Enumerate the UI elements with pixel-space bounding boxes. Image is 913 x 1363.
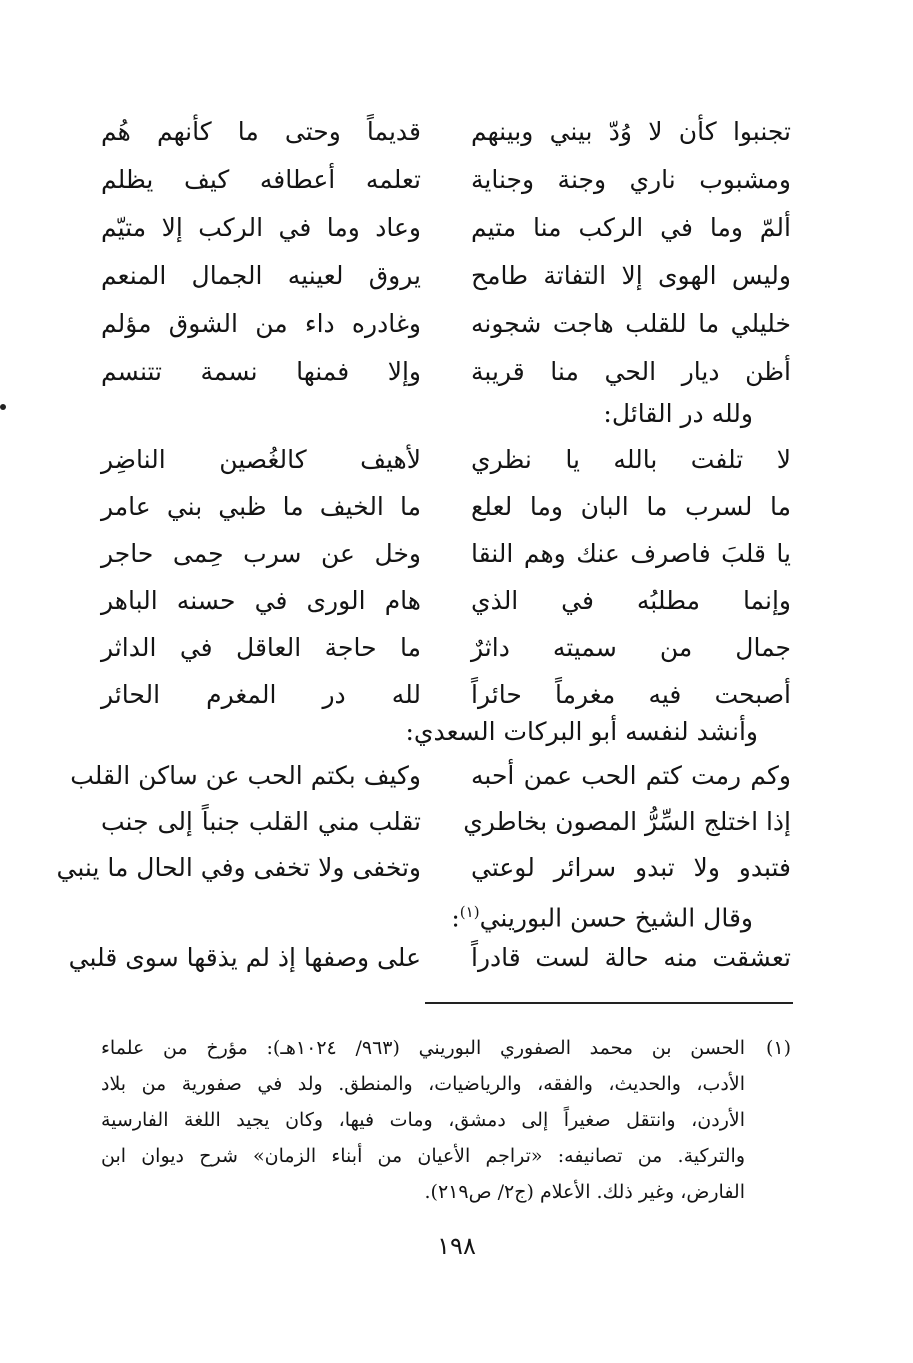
- second-hemistich: وكيف بكتم الحب عن ساكن القلب: [70, 761, 421, 790]
- scan-edge-mark: [0, 404, 6, 410]
- first-hemistich: فتبدو ولا تبدو سرائر لوعتي: [471, 853, 791, 882]
- verse-line: [56, 844, 791, 892]
- footnote-body: [101, 1030, 745, 1210]
- poem-intro-text: وقال الشيخ حسن البوريني: [479, 903, 753, 933]
- first-hemistich: لا تلفت بالله يا نظري: [471, 445, 791, 474]
- verse-line: [101, 436, 791, 484]
- second-hemistich: على وصفها إذ لم يذقها سوى قلبي: [68, 943, 421, 972]
- verse-line: [101, 577, 791, 625]
- first-hemistich: وإنما مطلبُه في الذي: [471, 586, 791, 615]
- poem-intro-colon: :: [451, 903, 460, 933]
- second-hemistich: وإلا فمنها نسمة تتنسم: [101, 357, 421, 386]
- footnote-reference: (١): [459, 903, 480, 921]
- first-hemistich: تجنبوا كأن لا وُدّ بيني وبينهم: [471, 117, 791, 146]
- first-hemistich: وكم رمت كتم الحب عمن أحبه: [471, 761, 791, 790]
- second-hemistich: وخل عن سرب حِمى حاجر: [101, 539, 421, 568]
- verse-line: [70, 752, 791, 800]
- footnote-separator: [425, 1002, 793, 1004]
- second-hemistich: تعلمه أعطافه كيف يظلم: [101, 165, 421, 194]
- second-hemistich: وعاد وما في الركب إلا متيّم: [101, 213, 421, 242]
- footnote: [101, 1030, 791, 1210]
- verse-line: [101, 300, 791, 348]
- footnote-line: الأردن، وانتقل صغيراً إلى دمشق، ومات فيها، وكان يجيد اللغة الفارسية: [101, 1109, 745, 1131]
- poem-intro: [451, 890, 753, 934]
- second-hemistich: ما الخيف ما ظبي بني عامر: [101, 492, 421, 521]
- poem-intro: ولله در القائل:: [603, 399, 753, 428]
- verse-line: [101, 483, 791, 531]
- footnote-line: الفارض، وغير ذلك. الأعلام (ج٢/ ص٢١٩).: [424, 1181, 745, 1203]
- footnote-number: (١): [765, 1037, 791, 1059]
- verse-line: [101, 624, 791, 672]
- first-hemistich: يا قلبَ فاصرف عنك وهم النقا: [471, 539, 791, 568]
- first-hemistich: إذا اختلج السِّرُّ المصون بخاطري: [463, 807, 791, 836]
- verse-line: [101, 156, 791, 204]
- footnote-row: [101, 1030, 791, 1210]
- second-hemistich: لأهيف كالغُصين الناضِر: [101, 445, 421, 474]
- first-hemistich: أظن ديار الحي منا قريبة: [471, 357, 791, 386]
- second-hemistich: قديماً وحتى ما كأنهم هُم: [101, 117, 421, 146]
- first-hemistich: تعشقت منه حالة لست قادراً: [471, 943, 791, 972]
- first-hemistich: خليلي ما للقلب هاجت شجونه: [471, 309, 791, 338]
- first-hemistich: ما لسرب ما البان وما لعلع: [471, 492, 791, 521]
- second-hemistich: وتخفى ولا تخفى وفي الحال ما ينبي: [56, 853, 421, 882]
- first-hemistich: ومشبوب ناري وجنة وجناية: [471, 165, 791, 194]
- first-hemistich: أصبحت فيه مغرماً حائراً: [471, 680, 791, 709]
- verse-line: [101, 798, 791, 846]
- verse-line: [101, 204, 791, 252]
- second-hemistich: ما حاجة العاقل في الداثر: [101, 633, 421, 662]
- verse-line: [101, 530, 791, 578]
- footnote-line: الأدب، والحديث، والفقه، والرياضيات، والمنطق. ولد في صفورية من بلاد: [101, 1073, 745, 1095]
- verse-line: [101, 252, 791, 300]
- verse-line: [101, 348, 791, 396]
- poem-intro: وأنشد لنفسه أبو البركات السعدي:: [405, 717, 758, 746]
- verse-line: [68, 934, 791, 982]
- page-number: ١٩٨: [437, 1232, 476, 1260]
- second-hemistich: هام الورى في حسنه الباهر: [101, 586, 421, 615]
- second-hemistich: يروق لعينيه الجمال المنعم: [101, 261, 421, 290]
- second-hemistich: تقلب مني القلب جنباً إلى جنب: [101, 807, 421, 836]
- verse-line: [101, 108, 791, 156]
- footnote-line: والتركية. من تصانيفه: «تراجم الأعيان من أبناء الزمان» شرح ديوان ابن: [101, 1145, 745, 1167]
- second-hemistich: لله در المغرم الحائر: [101, 680, 421, 709]
- second-hemistich: وغادره داء من الشوق مؤلم: [101, 309, 421, 338]
- first-hemistich: ألمّ وما في الركب منا متيم: [471, 213, 791, 242]
- first-hemistich: وليس الهوى إلا التفاتة طامح: [471, 261, 791, 290]
- first-hemistich: جمال من سميته داثرٌ: [471, 633, 791, 662]
- footnote-line: الحسن بن محمد الصفوري البوريني (٩٦٣/ ١٠٢٤هـ): مؤرخ من علماء: [101, 1037, 745, 1059]
